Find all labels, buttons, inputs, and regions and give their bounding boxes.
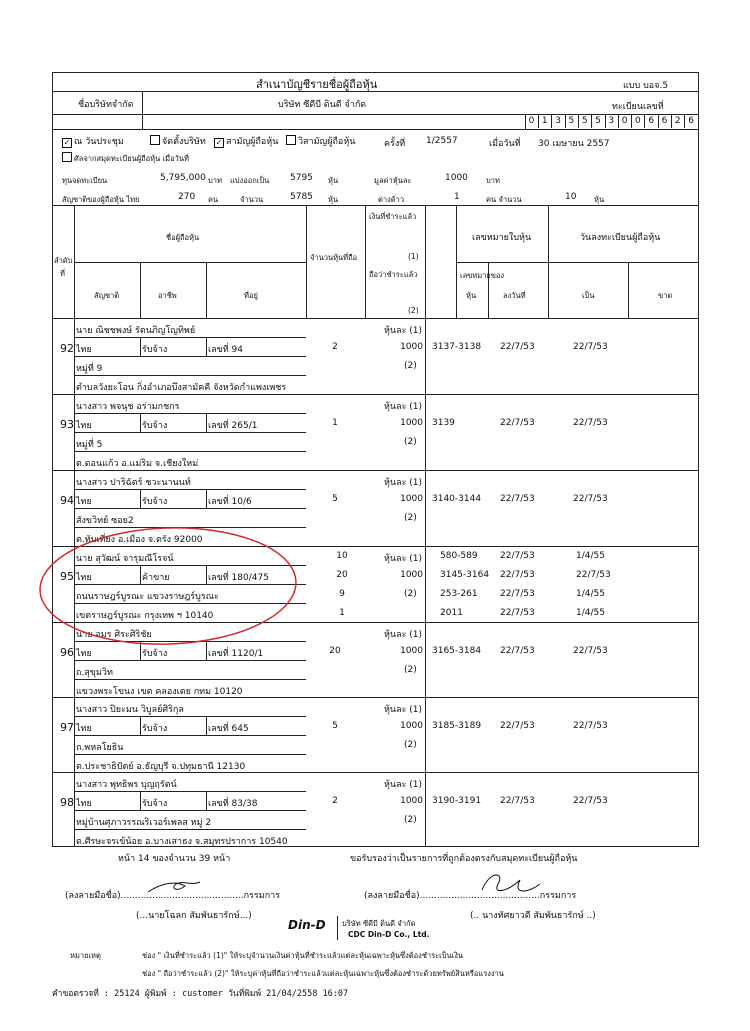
option-establish: จัดตั้งบริษัท	[150, 134, 206, 148]
shares-held: 5	[332, 494, 338, 504]
paid-amount: 1000	[400, 342, 423, 352]
option-at-meeting: ✓ ณ วันประชุม	[63, 137, 124, 147]
col-shares-held: จำนวนหุ้นที่ถือ	[310, 253, 358, 262]
holder-occupation: รับจ้าง	[142, 799, 168, 809]
row-number: 98	[60, 796, 74, 809]
split-label: แบ่งออกเป็น	[230, 176, 270, 185]
became-date: 1/4/55	[576, 589, 605, 599]
paid-per-share: หุ้นละ (1)	[384, 478, 423, 488]
holder-address-2: สังขวิทย์ ซอย2	[76, 516, 134, 526]
paid-mark-2: (2)	[404, 437, 417, 447]
page-count: หน้า 14 ของจำนวน 39 หน้า	[118, 854, 231, 864]
paid-amount: 1000	[400, 418, 423, 428]
paid-mark-2: (2)	[404, 815, 417, 825]
shares-held: 20	[329, 646, 341, 656]
holder-occupation: รับจ้าง	[142, 724, 168, 734]
holder-address-3: ต.ศีรษะจรเข้น้อย อ.บางเสาธง จ.สมุทรปราการ 10540	[76, 837, 288, 847]
col-address: ที่อยู่	[244, 291, 258, 300]
col-register-date: วันลงทะเบียนผู้ถือหุ้น	[580, 233, 661, 243]
paid-amount: 1000	[400, 721, 423, 731]
shares-held: 2	[332, 796, 338, 806]
cert-number: 3139	[432, 418, 455, 428]
sign-right: (ลงลายมือชื่อ)..........................................กรรมการ	[364, 891, 577, 901]
holder-address-3: ต.ดอนแก้ว อ.แม่ริม จ.เชียงใหม่	[76, 459, 199, 469]
became-date: 22/7/53	[573, 342, 608, 352]
cert-number: 2011	[440, 608, 463, 618]
holder-address-2: หมู่ที่ 5	[76, 440, 103, 450]
company-name: บริษัท ซีดีบี ดินดี จำกัด	[278, 100, 367, 110]
cert-number: 580-589	[440, 551, 478, 561]
company-stamp-logo: Din-D	[288, 918, 326, 932]
thai-label: สัญชาติของผู้ถือหุ้น ไทย	[62, 195, 140, 204]
capital-value: 5,795,000	[160, 173, 206, 183]
holder-address-2: หมู่บ้านศุภาวรรณริเวอร์เพลส หมู่ 2	[76, 818, 212, 828]
paid-per-share: หุ้นละ (1)	[384, 554, 423, 564]
paid-mark-2: (2)	[404, 589, 417, 599]
capital-label: ทุนจดทะเบียน	[62, 176, 108, 185]
holder-name: นาย ณิชชพงษ์ รัตนภิญโญทิพย์	[76, 326, 196, 336]
company-label: ชื่อบริษัทจำกัด	[78, 100, 134, 110]
thai-shares: 5785	[290, 192, 313, 202]
paid-per-share: หุ้นละ (1)	[384, 630, 423, 640]
row-number: 93	[60, 418, 74, 431]
foreign-persons: 1	[454, 192, 460, 202]
holder-address-1: เลขที่ 1120/1	[208, 649, 264, 659]
holder-nationality: ไทย	[76, 345, 92, 355]
paid-amount: 1000	[400, 646, 423, 656]
form-code: แบบ บอจ.5	[623, 81, 669, 91]
row-number: 96	[60, 646, 74, 659]
note-2: ช่อง " ถือว่าชำระแล้ว (2)" ให้ระบุค่าหุ้นที่ถือว่าชำระแล้วแต่ละหุ้นเฉพาะหุ้นซึ่งต้องชำระด้วยทรัพย์สินหรือแรงงาน	[142, 969, 504, 978]
meeting-no: 1/2557	[426, 136, 458, 146]
cert-date: 22/7/53	[500, 418, 535, 428]
holder-occupation: รับจ้าง	[142, 649, 168, 659]
col-cert-no: เลขหมายใบหุ้น	[472, 233, 532, 243]
holder-nationality: ไทย	[76, 421, 92, 431]
col-cert-share-no-2: หุ้น	[466, 291, 477, 300]
cert-number: 253-261	[440, 589, 478, 599]
became-date: 22/7/53	[573, 494, 608, 504]
shares-count: 5795	[290, 173, 313, 183]
col-cert-share-no: เลขหมายของ	[460, 271, 505, 280]
holder-address-3: ตำบลวังยะโอน กิ่งอำเภอบึงสามัคคี จังหวัดกำแพงเพชร	[76, 383, 287, 393]
col-paid-mark1: (1)	[408, 252, 419, 261]
holder-occupation: รับจ้าง	[142, 345, 168, 355]
shares-held: 2	[332, 342, 338, 352]
holder-address-3: เขตราษฎร์บูรณะ กรุงเทพ ฯ 10140	[76, 611, 214, 621]
reg-digit: 5	[592, 115, 606, 128]
sign-left: (ลงลายมือชื่อ)...........................................กรรมการ	[65, 891, 281, 901]
holder-nationality: ไทย	[76, 649, 92, 659]
became-date: 22/7/53	[573, 796, 608, 806]
holder-occupation: ค้าขาย	[142, 573, 170, 583]
cert-date: 22/7/53	[500, 551, 535, 561]
foreign-count-label: คน จำนวน	[486, 195, 522, 204]
holder-address-1: เลขที่ 265/1	[208, 421, 258, 431]
cert-date: 22/7/53	[500, 796, 535, 806]
reg-digit: 1	[538, 115, 552, 128]
col-cert-date: ลงวันที่	[503, 291, 526, 300]
holder-address-2: หมู่ที่ 9	[76, 364, 103, 374]
reg-label: ทะเบียนเลขที่	[612, 102, 664, 112]
paid-mark-2: (2)	[404, 665, 417, 675]
stamp-thai: บริษัท ซีดีบี ดินดี จำกัด	[342, 919, 416, 928]
option-extraordinary-meeting: วิสามัญผู้ถือหุ้น	[286, 134, 355, 148]
request-line: คำขอตรวจที่ : 25124 ผู้พิมพ์ : customer วันที่พิมพ์ 21/04/2558 16:07	[52, 989, 349, 999]
shares-held: 1	[339, 608, 345, 618]
foreign-shares: 10	[565, 192, 577, 202]
stamp-english: CDC Din-D Co., Ltd.	[348, 930, 430, 939]
paid-amount: 1000	[400, 494, 423, 504]
reg-digit: 6	[658, 115, 672, 128]
holder-name: นางสาว ปาริฉัตร์ ชวะนานนท์	[76, 478, 191, 488]
cert-number: 3185-3189	[432, 721, 482, 731]
meeting-date-label: เมื่อวันที่	[489, 139, 521, 149]
holder-address-2: ถ.พหลโยธิน	[76, 743, 124, 753]
option-ordinary-meeting: ✓ สามัญผู้ถือหุ้น	[215, 137, 279, 147]
holder-nationality: ไทย	[76, 573, 92, 583]
paid-per-share: หุ้นละ (1)	[384, 402, 423, 412]
holder-address-1: เลขที่ 645	[208, 724, 249, 734]
cert-number: 3137-3138	[432, 342, 482, 352]
holder-occupation: รับจ้าง	[142, 421, 168, 431]
cert-date: 22/7/53	[500, 589, 535, 599]
thai-count-label: จำนวน	[240, 195, 264, 204]
holder-nationality: ไทย	[76, 724, 92, 734]
paid-per-share: หุ้นละ (1)	[384, 326, 423, 336]
became-date: 1/4/55	[576, 608, 605, 618]
holder-address-2: ถนนราษฎร์บูรณะ แขวงราษฎร์บูรณะ	[76, 592, 219, 602]
shares-held: 5	[332, 721, 338, 731]
row-number: 94	[60, 494, 74, 507]
note-label: หมายเหตุ	[70, 951, 101, 960]
option-from-register: ศัลจากสมุดทะเบียนผู้ถือหุ้น เมื่อวันที่	[62, 152, 189, 165]
holder-name: นางสาว ปิยะมน วิบูลย์ศิริกุล	[76, 705, 184, 715]
holder-address-1: เลขที่ 180/475	[208, 573, 269, 583]
reg-digit: 0	[525, 115, 539, 128]
col-holder-name: ชื่อผู้ถือหุ้น	[166, 233, 200, 242]
col-nationality: สัญชาติ	[94, 291, 120, 300]
holder-name: นาย อมร ศิระศิริชัย	[76, 630, 152, 640]
form-title: สำเนาบัญชีรายชื่อผู้ถือหุ้น	[256, 78, 378, 91]
signer-right-name: (.. นางทัศยาวดี สัมพันธารักษ์ ..)	[470, 911, 596, 921]
paid-amount: 1000	[400, 796, 423, 806]
reg-digit: 0	[631, 115, 645, 128]
signer-left-name: (...นายโฉลก สัมพันธารักษ์...)	[136, 911, 252, 921]
paid-per-share: หุ้นละ (1)	[384, 705, 423, 715]
reg-digit: 6	[645, 115, 659, 128]
cert-number: 3165-3184	[432, 646, 482, 656]
shares-held: 9	[339, 589, 345, 599]
shares-held: 20	[336, 570, 348, 580]
cert-date: 22/7/53	[500, 494, 535, 504]
holder-nationality: ไทย	[76, 497, 92, 507]
paid-per-share: หุ้นละ (1)	[384, 780, 423, 790]
holder-occupation: รับจ้าง	[142, 497, 168, 507]
became-date: 22/7/53	[573, 418, 608, 428]
became-date: 22/7/53	[573, 646, 608, 656]
reg-digit: 5	[565, 115, 579, 128]
row-number: 97	[60, 721, 74, 734]
par-unit: บาท	[486, 176, 500, 185]
holder-address-3: แขวงพระโขนง เขต คลองเตย กทม 10120	[76, 687, 243, 697]
note-1: ช่อง " เงินที่ชำระแล้ว (1)" ให้ระบุจำนวนเงินค่าหุ้นที่ชำระแล้วแต่ละหุ้นเฉพาะหุ้นซึ่งต้องชำระเป็นเงิน	[142, 951, 463, 960]
share-unit: หุ้น	[328, 176, 339, 185]
cert-date: 22/7/53	[500, 570, 535, 580]
certify-text: ขอรับรองว่าเป็นรายการที่ถูกต้องตรงกับสมุดทะเบียนผู้ถือหุ้น	[350, 854, 578, 864]
became-date: 1/4/55	[576, 551, 605, 561]
col-ceased: ขาด	[658, 291, 673, 300]
meeting-no-label: ครั้งที่	[384, 139, 406, 149]
holder-name: นาย สุวัฒน์ จารุมณีโรจน์	[76, 554, 174, 564]
reg-digit: 2	[671, 115, 685, 128]
foreign-share-unit: หุ้น	[594, 195, 605, 204]
col-seq: ลำดับ	[54, 256, 73, 265]
par-value: 1000	[445, 173, 468, 183]
cert-number: 3190-3191	[432, 796, 482, 806]
col-became: เป็น	[582, 291, 595, 300]
cert-date: 22/7/53	[500, 608, 535, 618]
reg-digit: 0	[618, 115, 632, 128]
shares-held: 10	[336, 551, 348, 561]
par-label: มูลค่าหุ้นละ	[374, 176, 412, 185]
meeting-date: 30 เมษายน 2557	[538, 139, 610, 149]
holder-address-3: ต.ประชาธิปัตย์ อ.ธัญบุรี จ.ปทุมธานี 12130	[76, 762, 246, 772]
col-paid-mark2: (2)	[408, 306, 419, 315]
col-seq-2: ที่	[60, 269, 65, 278]
reg-digit: 3	[605, 115, 619, 128]
holder-name: นางสาว พจนุช อร่ามกชกร	[76, 402, 180, 412]
reg-digit: 6	[685, 115, 699, 128]
checkbox-icon: ✓	[63, 138, 71, 147]
paid-mark-2: (2)	[404, 740, 417, 750]
holder-address-1: เลขที่ 83/38	[208, 799, 258, 809]
cert-number: 3145-3164	[440, 570, 490, 580]
holder-nationality: ไทย	[76, 799, 92, 809]
holder-address-1: เลขที่ 10/6	[208, 497, 252, 507]
holder-name: นางสาว พุทธิพร บุญฤรัตน์	[76, 780, 177, 790]
cert-number: 3140-3144	[432, 494, 482, 504]
col-paid-alt: ถือว่าชำระแล้ว	[369, 270, 418, 279]
paid-mark-2: (2)	[404, 361, 417, 371]
paid-amount: 1000	[400, 570, 423, 580]
shares-held: 1	[332, 418, 338, 428]
person-unit: คน	[208, 195, 219, 204]
cert-date: 22/7/53	[500, 646, 535, 656]
holder-address-3: ต.ทับเที่ยง อ.เมือง จ.ตรัง 92000	[76, 535, 203, 545]
col-occupation: อาชีพ	[158, 291, 177, 300]
thai-persons: 270	[178, 192, 196, 202]
paid-mark-2: (2)	[404, 513, 417, 523]
cert-date: 22/7/53	[500, 342, 535, 352]
col-paid: เงินที่ชำระแล้ว	[369, 212, 417, 221]
holder-address-1: เลขที่ 94	[208, 345, 243, 355]
reg-digit: 3	[552, 115, 566, 128]
reg-digit: 5	[578, 115, 592, 128]
foreign-label: ต่างด้าว	[378, 195, 405, 204]
row-number: 92	[60, 342, 74, 355]
thai-share-unit: หุ้น	[328, 195, 339, 204]
capital-baht: บาท	[208, 176, 222, 185]
became-date: 22/7/53	[573, 721, 608, 731]
checkbox-icon: ✓	[215, 138, 223, 147]
holder-address-2: ถ.สุขุมวิท	[76, 668, 113, 678]
became-date: 22/7/53	[576, 570, 611, 580]
cert-date: 22/7/53	[500, 721, 535, 731]
row-number: 95	[60, 570, 74, 583]
